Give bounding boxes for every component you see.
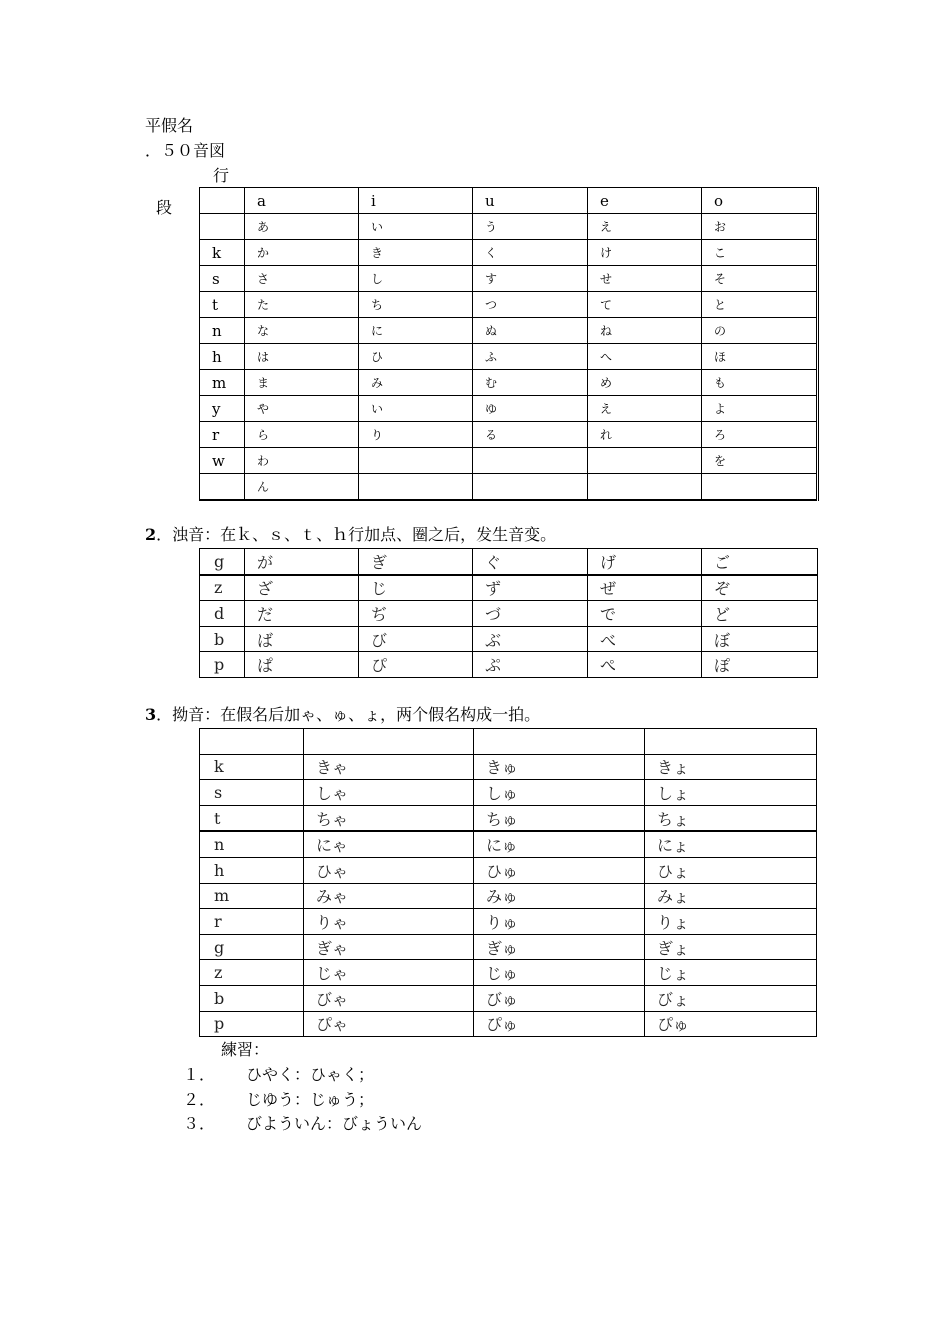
kana-cell: ほ <box>702 344 818 370</box>
kana-cell: ぬ <box>473 318 588 344</box>
document-title: 平假名 <box>145 116 194 135</box>
youon-cell <box>474 729 645 755</box>
youon-cell: びょ <box>645 985 817 1011</box>
kana-cell: ば <box>245 626 359 652</box>
youon-cell: ちゃ <box>304 805 474 831</box>
section3-number: 3 <box>145 705 157 724</box>
column-header-u: u <box>473 188 588 214</box>
kana-cell: ぐ <box>473 549 588 575</box>
youon-cell: ぴゅ <box>474 1011 645 1037</box>
youon-cell: みょ <box>645 883 817 909</box>
kana-cell: の <box>702 318 818 344</box>
youon-table <box>199 728 817 1037</box>
row-label <box>200 214 245 240</box>
practice-text-2: じゆう：じゅう； <box>246 1090 375 1109</box>
row-label: n <box>200 318 245 344</box>
kana-cell: き <box>359 240 473 266</box>
row-label <box>200 474 245 501</box>
youon-cell: じゃ <box>304 960 474 986</box>
kana-cell: お <box>702 214 818 240</box>
kana-cell: ず <box>473 575 588 601</box>
kana-cell: ぎ <box>359 549 473 575</box>
youon-cell: しゅ <box>474 780 645 806</box>
practice-num-3: ３． <box>183 1114 216 1133</box>
kana-cell: で <box>588 601 702 627</box>
kana-cell: つ <box>473 292 588 318</box>
youon-row <box>200 909 817 935</box>
youon-cell: りゃ <box>304 909 474 935</box>
dakuon-table <box>199 548 818 678</box>
kana-cell <box>473 474 588 501</box>
kana-cell: み <box>359 370 473 396</box>
youon-cell: びゅ <box>474 985 645 1011</box>
youon-cell: にゃ <box>304 831 474 857</box>
youon-cell: きょ <box>645 754 817 780</box>
row-label: k <box>200 754 304 780</box>
practice-num-2: ２． <box>183 1090 216 1109</box>
section2-number: 2 <box>145 525 157 544</box>
youon-row <box>200 960 817 986</box>
gojuon-row <box>200 474 818 501</box>
youon-cell: ちゅ <box>474 805 645 831</box>
kana-cell: や <box>245 396 359 422</box>
kana-cell: か <box>245 240 359 266</box>
kana-cell: だ <box>245 601 359 627</box>
row-label: n <box>200 831 304 857</box>
youon-cell: ひょ <box>645 857 817 883</box>
kana-cell: は <box>245 344 359 370</box>
kana-cell: じ <box>359 575 473 601</box>
youon-row <box>200 831 817 857</box>
kana-cell: け <box>588 240 702 266</box>
youon-cell: にゅ <box>474 831 645 857</box>
dakuon-row <box>200 601 818 627</box>
kana-cell: ぞ <box>702 575 818 601</box>
row-label: m <box>200 883 304 909</box>
gojuon-row <box>200 422 818 448</box>
gojuon-row <box>200 240 818 266</box>
kana-cell: ち <box>359 292 473 318</box>
kana-cell: い <box>359 396 473 422</box>
kana-cell: ぱ <box>245 652 359 678</box>
row-label: z <box>200 575 245 601</box>
practice-text-3: びよういん：びょういん <box>246 1114 423 1133</box>
youon-cell: りゅ <box>474 909 645 935</box>
gojuon-row <box>200 344 818 370</box>
section2-heading <box>145 525 556 545</box>
youon-cell: ぎょ <box>645 934 817 960</box>
kana-cell: ぷ <box>473 652 588 678</box>
kana-cell: ふ <box>473 344 588 370</box>
kana-cell: あ <box>245 214 359 240</box>
youon-cell: びゃ <box>304 985 474 1011</box>
kana-cell: ひ <box>359 344 473 370</box>
row-label: y <box>200 396 245 422</box>
kana-cell: て <box>588 292 702 318</box>
row-label: t <box>200 805 304 831</box>
kana-cell: ご <box>702 549 818 575</box>
kana-cell: え <box>588 214 702 240</box>
row-label: s <box>200 266 245 292</box>
row-axis-label: 行 <box>213 166 230 185</box>
youon-row <box>200 754 817 780</box>
row-label: s <box>200 780 304 806</box>
practice-text-1: ひやく：ひゃく； <box>246 1065 375 1084</box>
kana-cell: う <box>473 214 588 240</box>
gojuon-row <box>200 448 818 474</box>
youon-cell: ひゃ <box>304 857 474 883</box>
kana-cell <box>359 474 473 501</box>
kana-cell: め <box>588 370 702 396</box>
kana-cell: り <box>359 422 473 448</box>
kana-cell: ん <box>245 474 359 501</box>
kana-cell: す <box>473 266 588 292</box>
youon-cell: にょ <box>645 831 817 857</box>
kana-cell: ぢ <box>359 601 473 627</box>
row-label: h <box>200 857 304 883</box>
kana-cell: づ <box>473 601 588 627</box>
kana-cell: ど <box>702 601 818 627</box>
kana-cell: ぜ <box>588 575 702 601</box>
kana-cell <box>588 448 702 474</box>
section2-text: ．浊音：在ｋ、ｓ、ｔ、ｈ行加点、圈之后，发生音变。 <box>156 525 557 544</box>
row-label: g <box>200 549 245 575</box>
youon-row <box>200 1011 817 1037</box>
row-label: p <box>200 652 245 678</box>
row-label: b <box>200 626 245 652</box>
kana-cell: る <box>473 422 588 448</box>
section3-heading <box>145 705 540 725</box>
youon-row <box>200 780 817 806</box>
kana-cell: に <box>359 318 473 344</box>
kana-cell: を <box>702 448 818 474</box>
column-axis-label: 段 <box>156 198 173 217</box>
row-label: m <box>200 370 245 396</box>
youon-row <box>200 934 817 960</box>
kana-cell: も <box>702 370 818 396</box>
column-header-i: i <box>359 188 473 214</box>
row-label: g <box>200 934 304 960</box>
column-header-e: e <box>588 188 702 214</box>
youon-cell: ぴゅ <box>645 1011 817 1037</box>
kana-cell: ぶ <box>473 626 588 652</box>
youon-row <box>200 805 817 831</box>
youon-cell: じゅ <box>474 960 645 986</box>
gojuon-header-row <box>200 188 818 214</box>
dakuon-row <box>200 575 818 601</box>
kana-cell: さ <box>245 266 359 292</box>
kana-cell: び <box>359 626 473 652</box>
kana-cell: え <box>588 396 702 422</box>
youon-row <box>200 729 817 755</box>
kana-cell: ろ <box>702 422 818 448</box>
gojuon-table <box>199 187 819 501</box>
kana-cell: よ <box>702 396 818 422</box>
practice-num-1: １． <box>183 1065 216 1084</box>
row-label: p <box>200 1011 304 1037</box>
youon-cell: ぎゅ <box>474 934 645 960</box>
section3-text: ．拗音：在假名后加ゃ、ゅ、ょ，两个假名构成一拍。 <box>156 705 541 724</box>
youon-cell: ぎゃ <box>304 934 474 960</box>
kana-cell: し <box>359 266 473 292</box>
youon-cell: きゃ <box>304 754 474 780</box>
column-header-a: a <box>245 188 359 214</box>
kana-cell: ゆ <box>473 396 588 422</box>
youon-cell: ちょ <box>645 805 817 831</box>
kana-cell: ぽ <box>702 652 818 678</box>
practice-heading: 練習： <box>221 1040 270 1059</box>
row-label: k <box>200 240 245 266</box>
kana-cell: い <box>359 214 473 240</box>
dakuon-row <box>200 549 818 575</box>
column-header-o: o <box>702 188 818 214</box>
kana-cell: ざ <box>245 575 359 601</box>
youon-cell: きゅ <box>474 754 645 780</box>
kana-cell: く <box>473 240 588 266</box>
kana-cell: げ <box>588 549 702 575</box>
youon-cell: ぴゃ <box>304 1011 474 1037</box>
gojuon-row <box>200 370 818 396</box>
kana-cell: む <box>473 370 588 396</box>
kana-cell: ま <box>245 370 359 396</box>
kana-cell: が <box>245 549 359 575</box>
row-label: b <box>200 985 304 1011</box>
row-label: d <box>200 601 245 627</box>
youon-cell: しょ <box>645 780 817 806</box>
row-label: r <box>200 909 304 935</box>
kana-cell: せ <box>588 266 702 292</box>
kana-cell: ね <box>588 318 702 344</box>
kana-cell: ぺ <box>588 652 702 678</box>
row-label <box>200 729 304 755</box>
kana-cell: ぼ <box>702 626 818 652</box>
youon-cell: みゅ <box>474 883 645 909</box>
youon-row <box>200 883 817 909</box>
youon-cell: ひゅ <box>474 857 645 883</box>
kana-cell: た <box>245 292 359 318</box>
kana-cell: ぴ <box>359 652 473 678</box>
kana-cell: わ <box>245 448 359 474</box>
kana-cell: れ <box>588 422 702 448</box>
dakuon-row <box>200 652 818 678</box>
kana-cell: そ <box>702 266 818 292</box>
gojuon-row <box>200 214 818 240</box>
row-label: h <box>200 344 245 370</box>
row-label: w <box>200 448 245 474</box>
kana-cell <box>359 448 473 474</box>
youon-cell: りょ <box>645 909 817 935</box>
gojuon-row <box>200 318 818 344</box>
header-corner-cell <box>200 188 245 214</box>
kana-cell <box>588 474 702 501</box>
section1-heading: ．５０音図 <box>145 141 226 160</box>
gojuon-row <box>200 266 818 292</box>
kana-cell: な <box>245 318 359 344</box>
youon-cell: しゃ <box>304 780 474 806</box>
youon-row <box>200 985 817 1011</box>
kana-cell: べ <box>588 626 702 652</box>
youon-cell: じょ <box>645 960 817 986</box>
dakuon-row <box>200 626 818 652</box>
row-label: r <box>200 422 245 448</box>
kana-cell: こ <box>702 240 818 266</box>
kana-cell <box>473 448 588 474</box>
youon-cell <box>304 729 474 755</box>
youon-row <box>200 857 817 883</box>
kana-cell: へ <box>588 344 702 370</box>
gojuon-row <box>200 396 818 422</box>
gojuon-row <box>200 292 818 318</box>
row-label: t <box>200 292 245 318</box>
kana-cell <box>702 474 818 501</box>
youon-cell <box>645 729 817 755</box>
row-label: z <box>200 960 304 986</box>
youon-cell: みゃ <box>304 883 474 909</box>
kana-cell: ら <box>245 422 359 448</box>
kana-cell: と <box>702 292 818 318</box>
